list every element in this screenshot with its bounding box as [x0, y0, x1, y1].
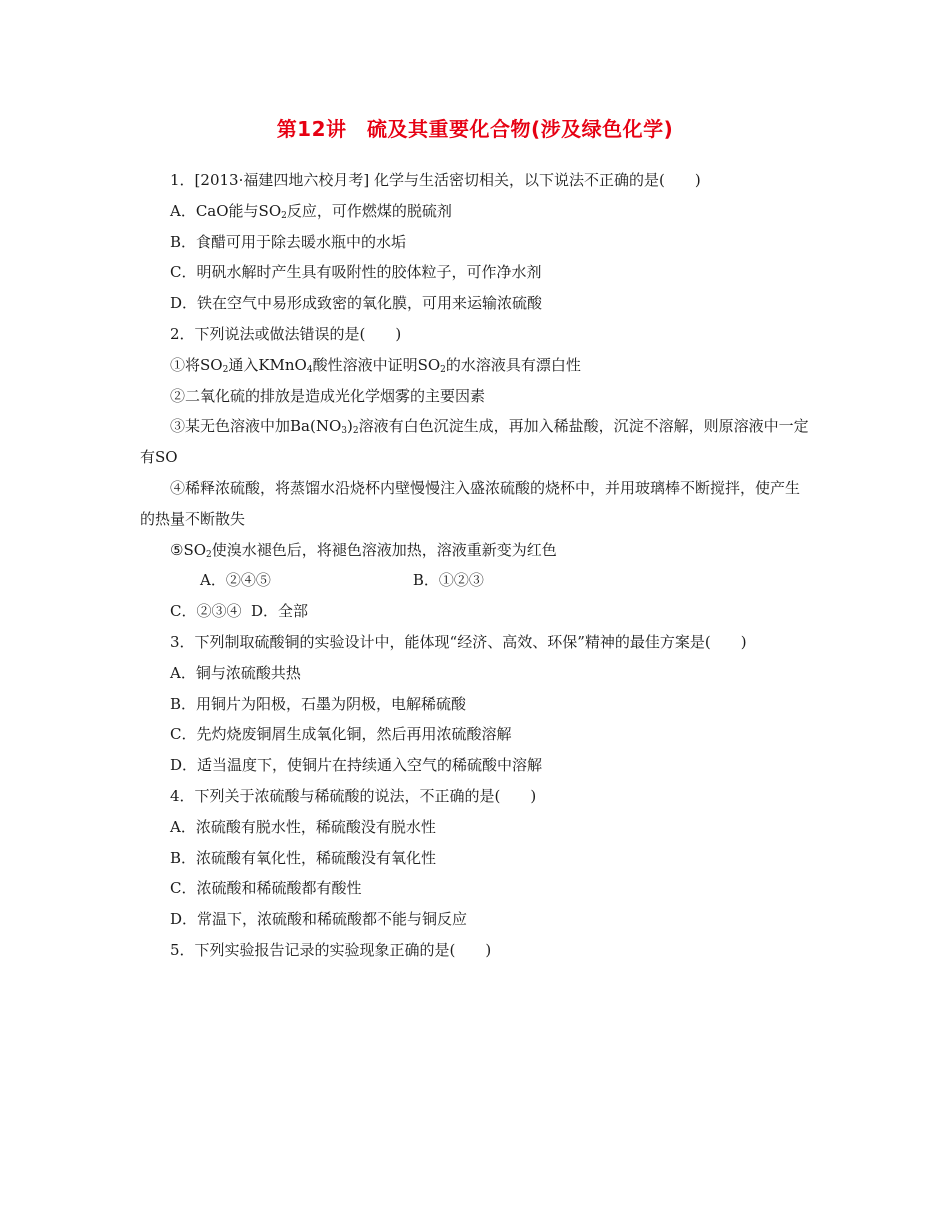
question-2-option-c: C．②③④	[170, 602, 242, 621]
question-2-stem: 2．下列说法或做法错误的是( )	[170, 324, 402, 343]
question-2-statement-1: ①将$SO_2$通入KMnO$_4$酸性溶液中证明$SO_2$的水溶液具有漂白性	[170, 355, 581, 375]
question-2-statement-4: ④稀释浓硫酸，将蒸馏水沿烧杯内壁慢慢注入盛浓硫酸的烧杯中，并用玻璃棒不断搅拌，使产生的热量不断散失	[140, 478, 801, 528]
question-1-stem: 1．[2013·福建四地六校月考] 化学与生活密切相关，以下说法不正确的是( )	[170, 171, 701, 189]
question-3-option-c: C．先灼烧废铜屑生成氧化铜，然后再用浓硫酸溶解	[170, 725, 512, 744]
question-2-options-ab	[140, 565, 812, 596]
question-4-option-d: D．常温下，浓硫酸和稀硫酸都不能与铜反应	[170, 910, 468, 929]
question-4-stem: 4．下列关于浓硫酸与稀硫酸的说法，不正确的是( )	[170, 786, 537, 805]
question-2-statement-3: ③某无色溶液中加$Ba(NO_3)_2$溶液有白色沉淀生成，再加入稀盐酸，沉淀不溶解，则原溶液中一定有SO	[140, 417, 809, 467]
question-2-options-cd	[140, 596, 812, 627]
question-5-stem: 5．下列实验报告记录的实验现象正确的是( )	[170, 940, 492, 959]
page-title: 第12讲 硫及其重要化合物(涉及绿色化学)	[276, 117, 674, 141]
question-2-option-a: A．②④⑤	[200, 571, 271, 590]
question-1-option-d: D．铁在空气中易形成致密的氧化膜，可用来运输浓硫酸	[170, 294, 543, 313]
question-list	[140, 165, 812, 966]
question-4-option-a: A．浓硫酸有脱水性，稀硫酸没有脱水性	[170, 817, 436, 836]
question-1-option-a: A．CaO能与$SO_2$反应，可作燃煤的脱硫剂	[170, 201, 452, 221]
question-3-option-d: D．适当温度下，使铜片在持续通入空气的稀硫酸中溶解	[170, 756, 543, 775]
question-2-option-d: D．全部	[251, 602, 309, 621]
question-4-option-b: B．浓硫酸有氧化性，稀硫酸没有氧化性	[170, 848, 437, 867]
question-3-option-a: A．铜与浓硫酸共热	[170, 663, 301, 682]
question-2-option-b: B．①②③	[412, 571, 484, 590]
question-1-option-b: B．食醋可用于除去暖水瓶中的水垢	[170, 232, 407, 251]
question-3-stem: 3．下列制取硫酸铜的实验设计中，能体现“经济、高效、环保”精神的最佳方案是( )	[170, 632, 747, 651]
question-3-option-b: B．用铜片为阳极，石墨为阴极，电解稀硫酸	[170, 694, 467, 713]
question-2-statement-2: ②二氧化硫的排放是造成光化学烟雾的主要因素	[170, 386, 486, 405]
question-2-statement-5: $⑤SO_2$使溴水褪色后，将褪色溶液加热，溶液重新变为红色	[170, 540, 557, 560]
question-1-option-c: C．明矾水解时产生具有吸附性的胶体粒子，可作净水剂	[170, 263, 542, 282]
question-4-option-c: C．浓硫酸和稀硫酸都有酸性	[170, 879, 362, 898]
